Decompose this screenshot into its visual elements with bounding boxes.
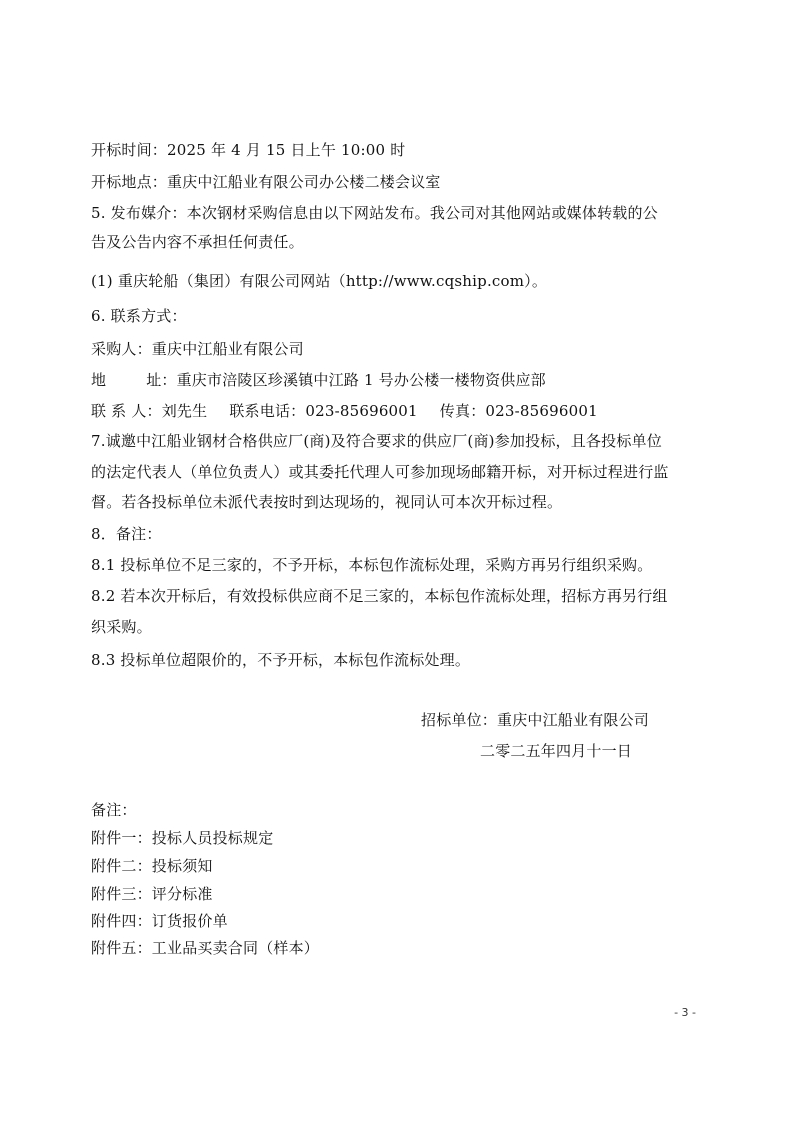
opening-place: 开标地点：重庆中江船业有限公司办公楼二楼会议室 <box>91 173 441 191</box>
media-line-1: 5. 发布媒介：本次钢材采购信息由以下网站发布。我公司对其他网站或媒体转载的公 <box>91 204 658 222</box>
note-3: 8.3 投标单位超限价的，不予开标，本标包作流标处理。 <box>91 651 471 669</box>
note-1: 8.1 投标单位不足三家的，不予开标，本标包作流标处理，采购方再另行组织采购。 <box>91 556 653 574</box>
invite-line-3: 督。若各投标单位未派代表按时到达现场的，视同认可本次开标过程。 <box>91 493 563 511</box>
media-line-2: 告及公告内容不承担任何责任。 <box>91 233 304 251</box>
attachment-item: 附件三：评分标准 <box>91 885 213 903</box>
attachment-item: 附件一：投标人员投标规定 <box>91 829 274 847</box>
note-2-line-2: 织采购。 <box>91 618 152 636</box>
signature-date: 二零二五年四月十一日 <box>480 742 633 760</box>
contact-buyer: 采购人：重庆中江船业有限公司 <box>91 340 304 358</box>
media-site: (1) 重庆轮船（集团）有限公司网站（http://www.cqship.com）。 <box>91 272 548 290</box>
address-label-b: 址：重庆市涪陵区珍溪镇中江路 1 号办公楼一楼物资供应部 <box>146 371 546 389</box>
contact-fax: 传真：023-85696001 <box>439 402 598 420</box>
contact-details <box>91 401 598 421</box>
address-label-a: 地 <box>91 371 107 389</box>
attachment-item: 附件四：订货报价单 <box>91 912 228 930</box>
attachment-item: 附件五：工业品买卖合同（样本） <box>91 939 320 957</box>
page-number: - 3 - <box>674 1006 696 1019</box>
invite-line-1: 7.诚邀中江船业钢材合格供应厂(商)及符合要求的供应厂(商)参加投标，且各投标单位 <box>91 432 662 450</box>
contact-person: 联 系 人：刘先生 <box>91 402 208 420</box>
attachment-item: 附件二：投标须知 <box>91 857 213 875</box>
attachments-heading: 备注： <box>91 801 137 819</box>
notes-heading: 8．备注： <box>91 525 162 543</box>
contact-heading: 6. 联系方式： <box>91 307 187 325</box>
invite-line-2: 的法定代表人（单位负责人）或其委托代理人可参加现场邮籍开标，对开标过程进行监 <box>91 463 669 481</box>
signature-unit: 招标单位：重庆中江船业有限公司 <box>421 711 650 729</box>
opening-time: 开标时间：2025 年 4 月 15 日上午 10:00 时 <box>91 141 406 159</box>
note-2-line-1: 8.2 若本次开标后，有效投标供应商不足三家的，本标包作流标处理，招标方再另行组 <box>91 587 668 605</box>
contact-address <box>91 370 546 390</box>
contact-phone: 联系电话：023-85696001 <box>229 402 418 420</box>
